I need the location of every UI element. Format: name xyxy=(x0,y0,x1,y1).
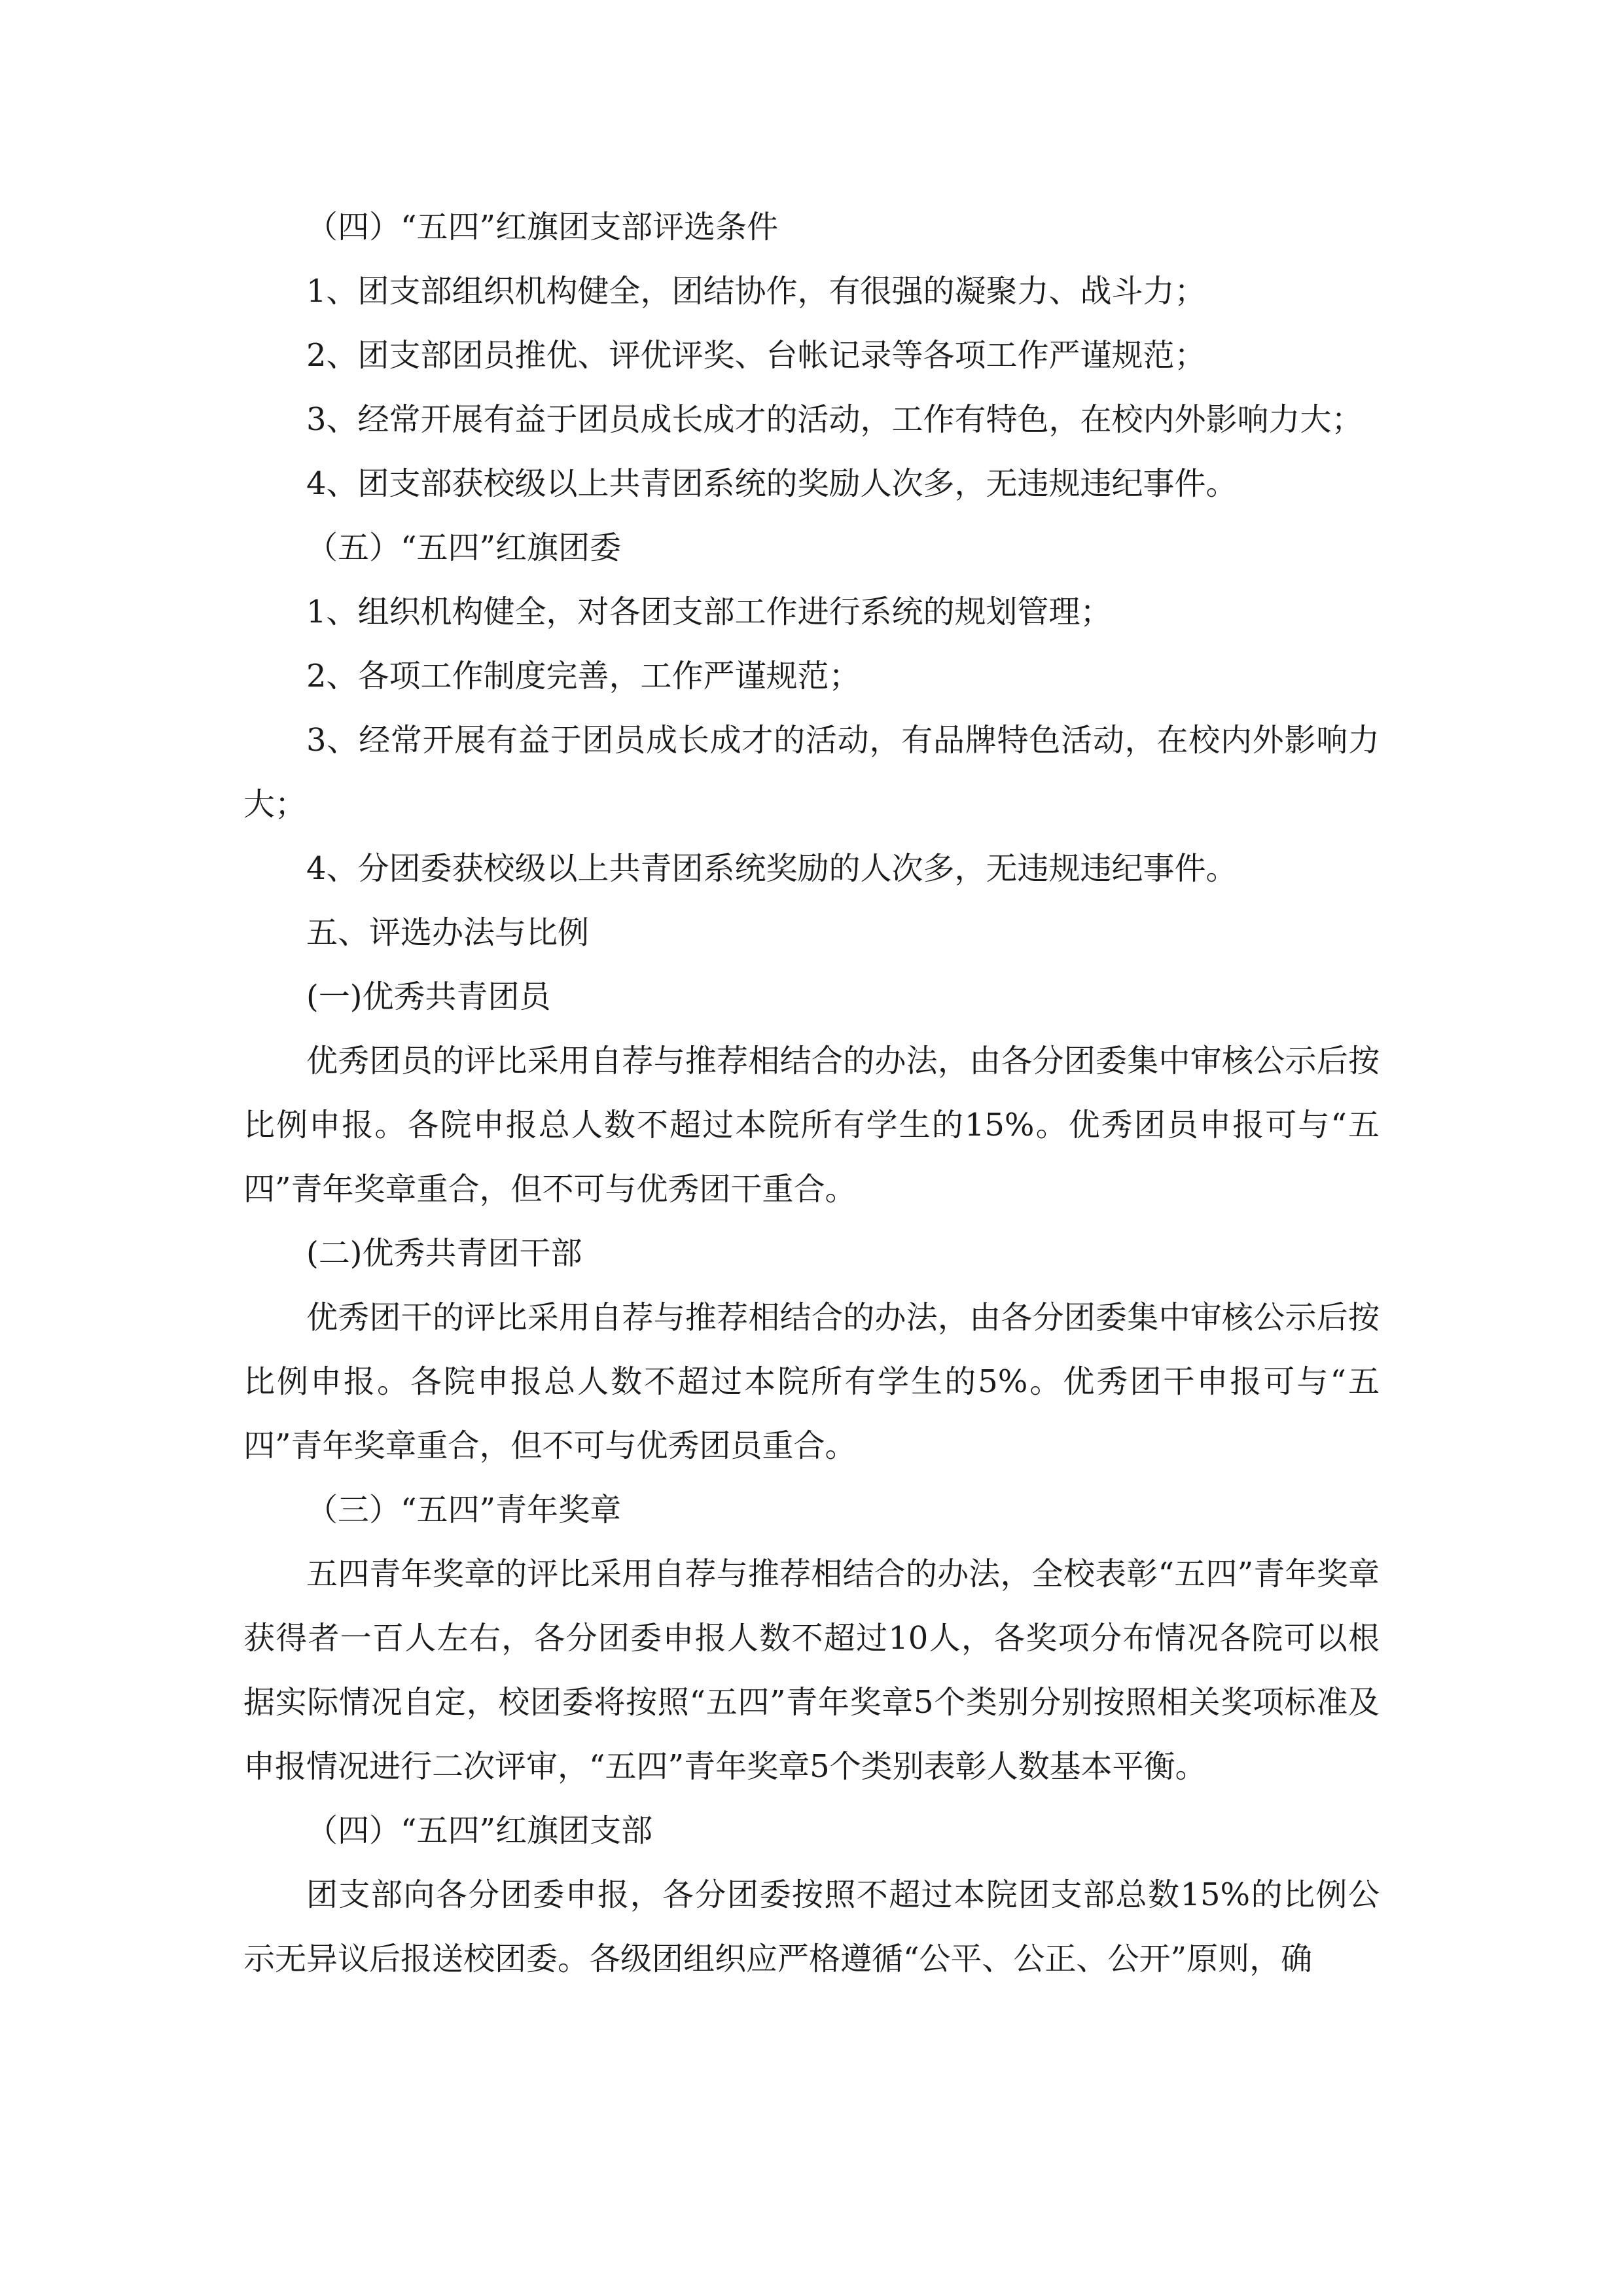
subsection-heading: (二)优秀共青团干部 xyxy=(306,1235,582,1272)
list-item: 1、团支部组织机构健全，团结协作，有很强的凝聚力、战斗力； xyxy=(306,273,1206,310)
section-heading: （四）“五四”红旗团支部评选条件 xyxy=(306,209,779,245)
subsection-heading: （四）“五四”红旗团支部 xyxy=(306,1812,653,1849)
section-heading: 五、评选办法与比例 xyxy=(306,914,590,951)
section-heading: （五）“五四”红旗团委 xyxy=(306,529,622,566)
list-item: 1、组织机构健全，对各团支部工作进行系统的规划管理； xyxy=(306,594,1112,630)
body-paragraph: 优秀团员的评比采用自荐与推荐相结合的办法，由各分团委集中审核公示后按比例申报。各院申报总人数不超过本院所有学生的15%。优秀团员申报可与“五四”青年奖章重合，但不可与优秀团干重合。 xyxy=(243,1043,1380,1208)
body-paragraph: 团支部向各分团委申报，各分团委按照不超过本院团支部总数15%的比例公示无异议后报送校团委。各级团组织应严格遵循“公平、公正、公开”原则，确 xyxy=(243,1876,1380,1977)
list-item: 2、团支部团员推优、评优评奖、台帐记录等各项工作严谨规范； xyxy=(306,337,1206,374)
document-body xyxy=(243,195,1380,1991)
subsection-heading: (一)优秀共青团员 xyxy=(306,978,551,1015)
list-item: 4、团支部获校级以上共青团系统的奖励人次多，无违规违纪事件。 xyxy=(306,465,1238,502)
body-paragraph: 五四青年奖章的评比采用自荐与推荐相结合的办法，全校表彰“五四”青年奖章获得者一百人左右，各分团委申报人数不超过10人，各奖项分布情况各院可以根据实际情况自定，校团委将按照“五四”青年奖章5个类别分别按照相关奖项标准及申报情况进行二次评审，“五四”青年奖章5个类别表彰人数基本平衡。 xyxy=(243,1556,1380,1785)
list-item: 4、分团委获校级以上共青团系统奖励的人次多，无违规违纪事件。 xyxy=(306,850,1238,887)
list-item: 3、经常开展有益于团员成长成才的活动，工作有特色，在校内外影响力大； xyxy=(306,401,1363,438)
list-item: 3、经常开展有益于团员成长成才的活动，有品牌特色活动，在校内外影响力大； xyxy=(243,722,1380,823)
subsection-heading: （三）“五四”青年奖章 xyxy=(306,1492,622,1528)
body-paragraph: 优秀团干的评比采用自荐与推荐相结合的办法，由各分团委集中审核公示后按比例申报。各院申报总人数不超过本院所有学生的5%。优秀团干申报可与“五四”青年奖章重合，但不可与优秀团员重合。 xyxy=(243,1299,1380,1464)
list-item: 2、各项工作制度完善，工作严谨规范； xyxy=(306,658,861,694)
